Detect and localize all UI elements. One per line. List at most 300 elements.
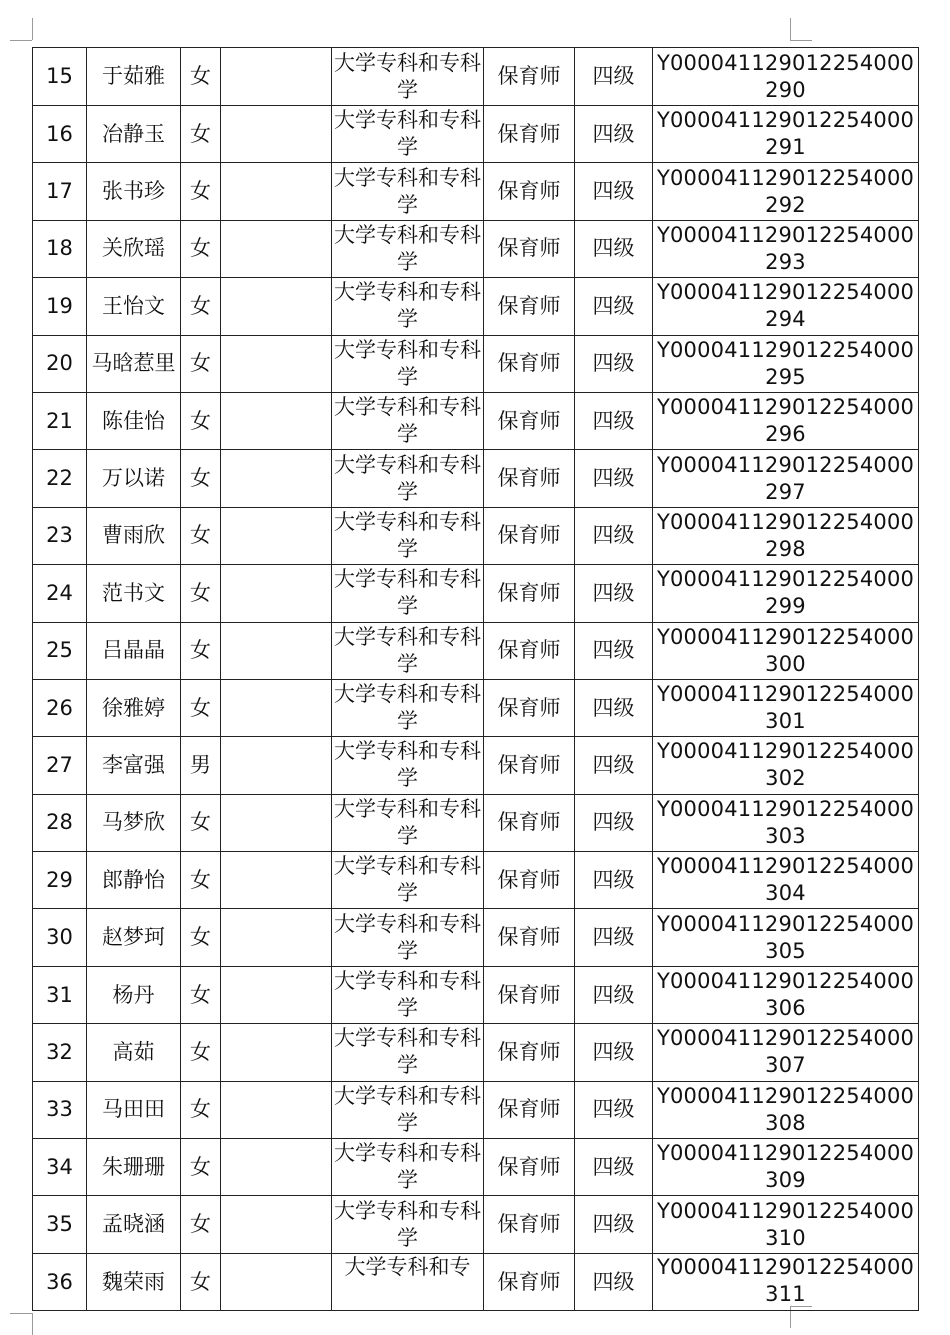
certificate-code-cell-text: Y000041129012254000308 [656, 1083, 915, 1135]
occupation-cell [484, 278, 575, 335]
education-cell [332, 852, 484, 909]
education-cell [332, 1196, 484, 1253]
level-cell-text: 四级 [592, 867, 635, 892]
crop-mark-top-right-h [790, 40, 812, 41]
gender-cell-text: 女 [190, 810, 211, 835]
certificate-code-cell-text: Y000041129012254000311 [656, 1254, 915, 1306]
name-cell [87, 852, 181, 909]
education-cell [332, 565, 484, 622]
gender-cell [181, 1139, 221, 1196]
serial-number-cell [33, 622, 87, 679]
education-cell [332, 450, 484, 507]
crop-mark-top-left-h [10, 40, 32, 41]
occupation-cell [484, 450, 575, 507]
occupation-cell [484, 1253, 575, 1310]
name-cell-text: 杨丹 [112, 982, 155, 1007]
name-cell-text: 吕晶晶 [102, 638, 165, 663]
gender-cell-text: 女 [190, 293, 211, 318]
gender-cell-text: 女 [190, 638, 211, 663]
gender-cell [181, 335, 221, 392]
gender-cell-text: 女 [190, 121, 211, 146]
table-row [33, 622, 919, 679]
certificate-code-cell [653, 1253, 919, 1310]
name-cell-text: 马梦欣 [102, 810, 165, 835]
gender-cell [181, 1253, 221, 1310]
name-cell-text: 徐雅婷 [102, 695, 165, 720]
gender-cell-text: 女 [190, 982, 211, 1007]
name-cell [87, 507, 181, 564]
level-cell [575, 794, 653, 851]
occupation-cell-text: 保育师 [497, 121, 561, 146]
gender-cell-text: 女 [190, 1154, 211, 1179]
roster-table [32, 47, 919, 1311]
certificate-code-cell [653, 163, 919, 220]
name-cell [87, 220, 181, 277]
serial-number-cell-text: 34 [46, 1154, 73, 1179]
education-cell-text: 大学专科和专科学 [334, 395, 481, 447]
crop-mark-top-right-v [790, 18, 791, 40]
education-cell-text: 大学专科和专科学 [334, 624, 481, 676]
gender-cell [181, 737, 221, 794]
table-row [33, 737, 919, 794]
gender-cell [181, 278, 221, 335]
table-row [33, 392, 919, 449]
education-cell [332, 1081, 484, 1138]
gender-cell-text: 女 [190, 695, 211, 720]
occupation-cell-text: 保育师 [497, 64, 561, 88]
blank-cell [221, 507, 332, 564]
occupation-cell-text: 保育师 [497, 351, 561, 376]
occupation-cell [484, 737, 575, 794]
education-cell-text: 大学专科和专 [344, 1254, 471, 1279]
certificate-code-cell-text: Y000041129012254000297 [656, 452, 915, 504]
blank-cell [221, 852, 332, 909]
certificate-code-cell-text: Y000041129012254000303 [656, 796, 915, 848]
certificate-code-cell-text: Y000041129012254000305 [656, 911, 915, 963]
gender-cell-text: 女 [190, 236, 211, 261]
serial-number-cell [33, 1196, 87, 1253]
level-cell [575, 737, 653, 794]
education-cell [332, 737, 484, 794]
certificate-code-cell-text: Y000041129012254000292 [656, 165, 915, 217]
certificate-code-cell [653, 392, 919, 449]
blank-cell [221, 966, 332, 1023]
name-cell-text: 陈佳怡 [102, 408, 165, 433]
occupation-cell [484, 1081, 575, 1138]
gender-cell-text: 女 [190, 351, 211, 376]
certificate-code-cell-text: Y000041129012254000304 [656, 854, 915, 906]
education-cell-text: 大学专科和专科学 [334, 911, 481, 963]
education-cell-text: 大学专科和专科学 [334, 50, 481, 102]
occupation-cell-text: 保育师 [497, 1039, 561, 1064]
certificate-code-cell [653, 48, 919, 106]
gender-cell-text: 女 [190, 925, 211, 950]
occupation-cell [484, 1024, 575, 1081]
table-row [33, 565, 919, 622]
level-cell-text: 四级 [592, 408, 635, 433]
blank-cell [221, 48, 332, 106]
serial-number-cell-text: 30 [46, 925, 73, 950]
name-cell [87, 679, 181, 736]
occupation-cell-text: 保育师 [497, 982, 561, 1007]
table-row [33, 1081, 919, 1138]
level-cell [575, 852, 653, 909]
level-cell [575, 48, 653, 106]
serial-number-cell [33, 1024, 87, 1081]
occupation-cell [484, 1139, 575, 1196]
certificate-code-cell [653, 450, 919, 507]
name-cell-text: 关欣瑶 [102, 236, 165, 261]
education-cell-text: 大学专科和专科学 [334, 682, 481, 734]
education-cell [332, 507, 484, 564]
education-cell-text: 大学专科和专科学 [334, 108, 481, 160]
crop-mark-top-left-v [32, 18, 33, 40]
education-cell-text: 大学专科和专科学 [334, 969, 481, 1021]
certificate-code-cell-text: Y000041129012254000291 [656, 108, 915, 160]
occupation-cell-text: 保育师 [497, 925, 561, 950]
level-cell [575, 966, 653, 1023]
gender-cell-text: 女 [190, 408, 211, 433]
table-row [33, 507, 919, 564]
name-cell [87, 1139, 181, 1196]
education-cell-text: 大学专科和专科学 [334, 854, 481, 906]
serial-number-cell-text: 33 [46, 1097, 73, 1122]
blank-cell [221, 679, 332, 736]
gender-cell-text: 女 [190, 867, 211, 892]
education-cell [332, 220, 484, 277]
serial-number-cell-text: 32 [46, 1039, 73, 1064]
gender-cell [181, 1196, 221, 1253]
certificate-code-cell-text: Y000041129012254000295 [656, 337, 915, 389]
table-row [33, 220, 919, 277]
certificate-code-cell [653, 966, 919, 1023]
level-cell-text: 四级 [592, 695, 635, 720]
serial-number-cell [33, 450, 87, 507]
occupation-cell [484, 565, 575, 622]
occupation-cell [484, 220, 575, 277]
gender-cell [181, 106, 221, 163]
certificate-code-cell-text: Y000041129012254000309 [656, 1141, 915, 1193]
blank-cell [221, 450, 332, 507]
name-cell [87, 794, 181, 851]
level-cell-text: 四级 [592, 638, 635, 663]
level-cell [575, 622, 653, 679]
serial-number-cell [33, 737, 87, 794]
occupation-cell [484, 335, 575, 392]
level-cell [575, 565, 653, 622]
certificate-code-cell [653, 106, 919, 163]
gender-cell [181, 507, 221, 564]
gender-cell [181, 966, 221, 1023]
education-cell-text: 大学专科和专科学 [334, 509, 481, 561]
occupation-cell [484, 106, 575, 163]
serial-number-cell-text: 19 [46, 293, 73, 318]
table-row [33, 450, 919, 507]
gender-cell [181, 909, 221, 966]
name-cell [87, 1024, 181, 1081]
occupation-cell-text: 保育师 [497, 580, 561, 605]
gender-cell-text: 女 [190, 1269, 211, 1294]
name-cell-text: 于茹雅 [102, 64, 165, 88]
serial-number-cell-text: 23 [46, 523, 73, 548]
gender-cell-text: 女 [190, 580, 211, 605]
level-cell [575, 392, 653, 449]
serial-number-cell-text: 24 [46, 580, 73, 605]
education-cell-text: 大学专科和专科学 [334, 452, 481, 504]
gender-cell [181, 48, 221, 106]
level-cell [575, 450, 653, 507]
education-cell [332, 622, 484, 679]
name-cell-text: 万以诺 [102, 466, 165, 491]
serial-number-cell [33, 106, 87, 163]
gender-cell [181, 163, 221, 220]
occupation-cell [484, 1196, 575, 1253]
education-cell-text: 大学专科和专科学 [334, 1026, 481, 1078]
name-cell [87, 1196, 181, 1253]
level-cell [575, 220, 653, 277]
serial-number-cell [33, 278, 87, 335]
level-cell [575, 1081, 653, 1138]
certificate-code-cell-text: Y000041129012254000300 [656, 624, 915, 676]
blank-cell [221, 1081, 332, 1138]
gender-cell-text: 女 [190, 179, 211, 204]
certificate-code-cell-text: Y000041129012254000302 [656, 739, 915, 791]
table-row [33, 679, 919, 736]
table-row [33, 335, 919, 392]
name-cell [87, 966, 181, 1023]
occupation-cell-text: 保育师 [497, 523, 561, 548]
occupation-cell [484, 794, 575, 851]
level-cell [575, 106, 653, 163]
name-cell-text: 马晗惹里 [91, 351, 176, 376]
certificate-code-cell [653, 1196, 919, 1253]
occupation-cell [484, 966, 575, 1023]
name-cell-text: 朱珊珊 [102, 1154, 165, 1179]
serial-number-cell [33, 163, 87, 220]
occupation-cell-text: 保育师 [497, 695, 561, 720]
certificate-code-cell [653, 909, 919, 966]
certificate-code-cell [653, 794, 919, 851]
education-cell [332, 1024, 484, 1081]
occupation-cell-text: 保育师 [497, 867, 561, 892]
level-cell [575, 278, 653, 335]
level-cell [575, 335, 653, 392]
education-cell [332, 1253, 484, 1310]
occupation-cell-text: 保育师 [497, 236, 561, 261]
name-cell [87, 565, 181, 622]
name-cell [87, 909, 181, 966]
serial-number-cell [33, 1081, 87, 1138]
gender-cell [181, 622, 221, 679]
education-cell-text: 大学专科和专科学 [334, 567, 481, 619]
name-cell [87, 737, 181, 794]
blank-cell [221, 106, 332, 163]
education-cell [332, 48, 484, 106]
table-row [33, 909, 919, 966]
education-cell-text: 大学专科和专科学 [334, 739, 481, 791]
gender-cell-text: 女 [190, 523, 211, 548]
gender-cell [181, 565, 221, 622]
serial-number-cell [33, 852, 87, 909]
serial-number-cell [33, 794, 87, 851]
level-cell-text: 四级 [592, 580, 635, 605]
education-cell-text: 大学专科和专科学 [334, 796, 481, 848]
table-row [33, 966, 919, 1023]
certificate-code-cell-text: Y000041129012254000290 [656, 50, 915, 102]
name-cell-text: 王怡文 [102, 293, 165, 318]
gender-cell [181, 679, 221, 736]
name-cell [87, 622, 181, 679]
table-row [33, 1196, 919, 1253]
name-cell [87, 106, 181, 163]
gender-cell-text: 男 [190, 752, 211, 777]
certificate-code-cell [653, 1081, 919, 1138]
occupation-cell [484, 392, 575, 449]
education-cell [332, 679, 484, 736]
blank-cell [221, 737, 332, 794]
occupation-cell [484, 909, 575, 966]
name-cell-text: 冶静玉 [102, 121, 165, 146]
level-cell-text: 四级 [592, 523, 635, 548]
name-cell [87, 278, 181, 335]
education-cell [332, 966, 484, 1023]
name-cell [87, 1081, 181, 1138]
blank-cell [221, 335, 332, 392]
education-cell-text: 大学专科和专科学 [334, 165, 481, 217]
occupation-cell-text: 保育师 [497, 1269, 561, 1294]
table-row [33, 48, 919, 106]
education-cell [332, 163, 484, 220]
certificate-code-cell-text: Y000041129012254000293 [656, 222, 915, 274]
name-cell-text: 孟晓涵 [102, 1212, 165, 1237]
blank-cell [221, 278, 332, 335]
name-cell-text: 张书珍 [102, 179, 165, 204]
level-cell [575, 163, 653, 220]
level-cell [575, 909, 653, 966]
certificate-code-cell-text: Y000041129012254000296 [656, 395, 915, 447]
certificate-code-cell-text: Y000041129012254000307 [656, 1026, 915, 1078]
level-cell-text: 四级 [592, 752, 635, 777]
name-cell [87, 450, 181, 507]
occupation-cell-text: 保育师 [497, 1212, 561, 1237]
serial-number-cell [33, 335, 87, 392]
roster-body [33, 48, 919, 1311]
serial-number-cell-text: 21 [46, 408, 73, 433]
education-cell-text: 大学专科和专科学 [334, 1198, 481, 1250]
occupation-cell-text: 保育师 [497, 408, 561, 433]
serial-number-cell-text: 35 [46, 1212, 73, 1237]
level-cell-text: 四级 [592, 1097, 635, 1122]
education-cell [332, 335, 484, 392]
certificate-code-cell-text: Y000041129012254000306 [656, 969, 915, 1021]
level-cell-text: 四级 [592, 64, 635, 88]
gender-cell-text: 女 [190, 1212, 211, 1237]
gender-cell [181, 794, 221, 851]
gender-cell-text: 女 [190, 64, 211, 88]
certificate-code-cell [653, 622, 919, 679]
serial-number-cell [33, 48, 87, 106]
blank-cell [221, 1024, 332, 1081]
level-cell-text: 四级 [592, 1269, 635, 1294]
serial-number-cell-text: 26 [46, 695, 73, 720]
certificate-code-cell [653, 679, 919, 736]
occupation-cell-text: 保育师 [497, 810, 561, 835]
certificate-code-cell-text: Y000041129012254000310 [656, 1198, 915, 1250]
blank-cell [221, 622, 332, 679]
level-cell-text: 四级 [592, 1039, 635, 1064]
blank-cell [221, 909, 332, 966]
blank-cell [221, 1196, 332, 1253]
occupation-cell [484, 48, 575, 106]
name-cell-text: 高茹 [112, 1039, 155, 1064]
occupation-cell [484, 163, 575, 220]
certificate-code-cell [653, 852, 919, 909]
occupation-cell-text: 保育师 [497, 466, 561, 491]
level-cell-text: 四级 [592, 466, 635, 491]
serial-number-cell-text: 16 [46, 121, 73, 146]
occupation-cell [484, 679, 575, 736]
education-cell-text: 大学专科和专科学 [334, 1141, 481, 1193]
education-cell [332, 392, 484, 449]
level-cell [575, 1139, 653, 1196]
education-cell [332, 794, 484, 851]
gender-cell [181, 1024, 221, 1081]
certificate-code-cell-text: Y000041129012254000301 [656, 682, 915, 734]
blank-cell [221, 794, 332, 851]
occupation-cell-text: 保育师 [497, 1154, 561, 1179]
serial-number-cell-text: 20 [46, 351, 73, 376]
serial-number-cell-text: 31 [46, 982, 73, 1007]
gender-cell-text: 女 [190, 466, 211, 491]
gender-cell [181, 392, 221, 449]
certificate-code-cell [653, 335, 919, 392]
certificate-code-cell [653, 1024, 919, 1081]
certificate-code-cell-text: Y000041129012254000299 [656, 567, 915, 619]
name-cell-text: 郎静怡 [102, 867, 165, 892]
certificate-code-cell [653, 278, 919, 335]
name-cell-text: 马田田 [102, 1097, 165, 1122]
level-cell [575, 1253, 653, 1310]
table-row [33, 794, 919, 851]
certificate-code-cell [653, 507, 919, 564]
table-row [33, 1253, 919, 1310]
level-cell [575, 1024, 653, 1081]
name-cell [87, 1253, 181, 1310]
certificate-code-cell [653, 220, 919, 277]
occupation-cell [484, 507, 575, 564]
serial-number-cell-text: 15 [46, 64, 73, 88]
level-cell-text: 四级 [592, 1212, 635, 1237]
level-cell-text: 四级 [592, 810, 635, 835]
level-cell [575, 507, 653, 564]
education-cell [332, 1139, 484, 1196]
occupation-cell-text: 保育师 [497, 1097, 561, 1122]
serial-number-cell [33, 966, 87, 1023]
serial-number-cell-text: 29 [46, 867, 73, 892]
gender-cell [181, 220, 221, 277]
serial-number-cell-text: 22 [46, 466, 73, 491]
name-cell-text: 曹雨欣 [102, 523, 165, 548]
certificate-code-cell [653, 737, 919, 794]
certificate-code-cell [653, 1139, 919, 1196]
education-cell-text: 大学专科和专科学 [334, 337, 481, 389]
serial-number-cell-text: 17 [46, 179, 73, 204]
table-row [33, 852, 919, 909]
gender-cell [181, 1081, 221, 1138]
name-cell-text: 魏荣雨 [102, 1269, 165, 1294]
education-cell [332, 909, 484, 966]
level-cell-text: 四级 [592, 293, 635, 318]
